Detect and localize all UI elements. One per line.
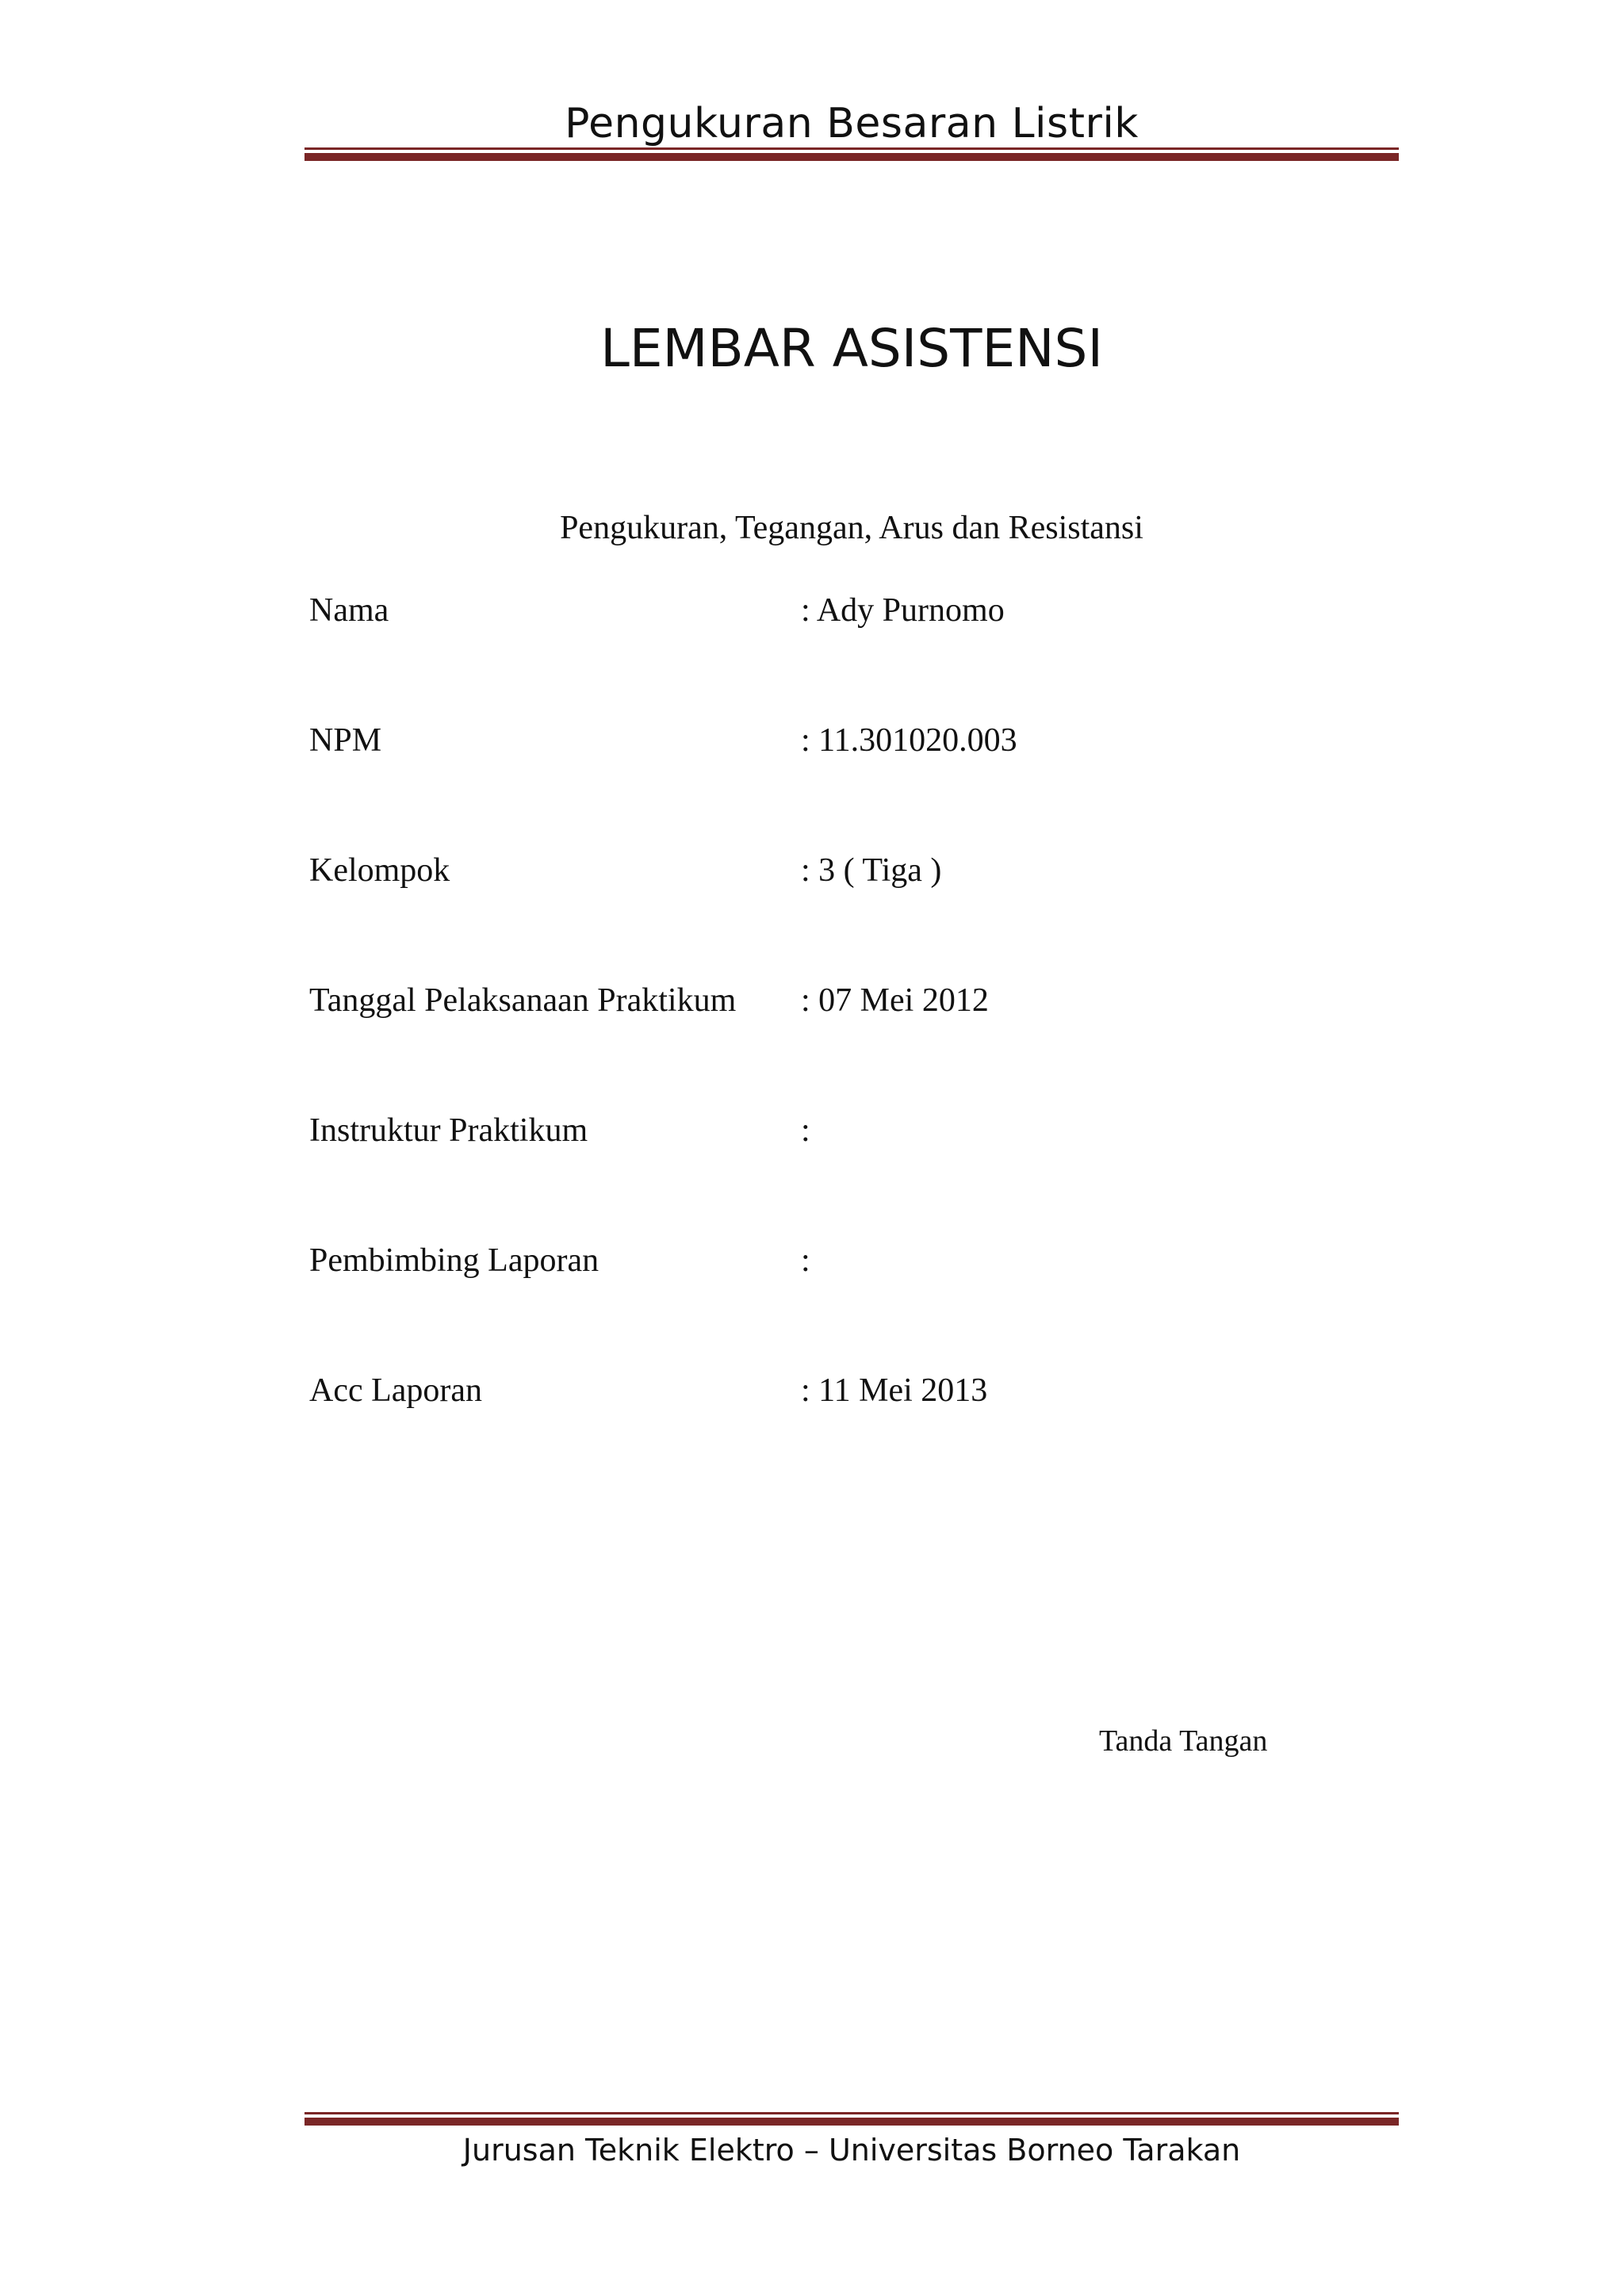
field-value: : 11.301020.003 [801,722,1017,759]
field-kelompok [309,847,1404,894]
field-npm [309,717,1404,764]
field-pembimbing [309,1237,1404,1284]
field-label: Nama [309,592,389,629]
field-label: Acc Laporan [309,1372,483,1409]
document-subtitle: Pengukuran, Tegangan, Arus dan Resistansi [560,510,1143,546]
field-label: Kelompok [309,852,450,889]
field-label: Tanggal Pelaksanaan Praktikum [309,982,737,1019]
field-value: : 3 ( Tiga ) [801,852,942,889]
footer-text: Jurusan Teknik Elektro – Universitas Borneo Tarakan [462,2133,1241,2168]
field-nama [309,587,1404,634]
field-value: : [801,1242,810,1279]
header-divider [304,147,1399,161]
field-acc-laporan [309,1367,1404,1414]
footer-divider [304,2112,1399,2126]
field-value: : [801,1112,810,1149]
field-value: : 11 Mei 2013 [801,1372,988,1409]
header-title: Pengukuran Besaran Listrik [565,100,1139,147]
field-label: Instruktur Praktikum [309,1112,588,1149]
field-label: NPM [309,722,382,759]
signature-label: Tanda Tangan [1099,1724,1268,1758]
field-instruktur [309,1107,1404,1154]
field-tanggal-pelaksanaan [309,977,1404,1024]
field-value: : 07 Mei 2012 [801,982,989,1019]
field-label: Pembimbing Laporan [309,1242,599,1279]
document-title: LEMBAR ASISTENSI [600,318,1103,379]
field-value: : Ady Purnomo [801,592,1005,629]
